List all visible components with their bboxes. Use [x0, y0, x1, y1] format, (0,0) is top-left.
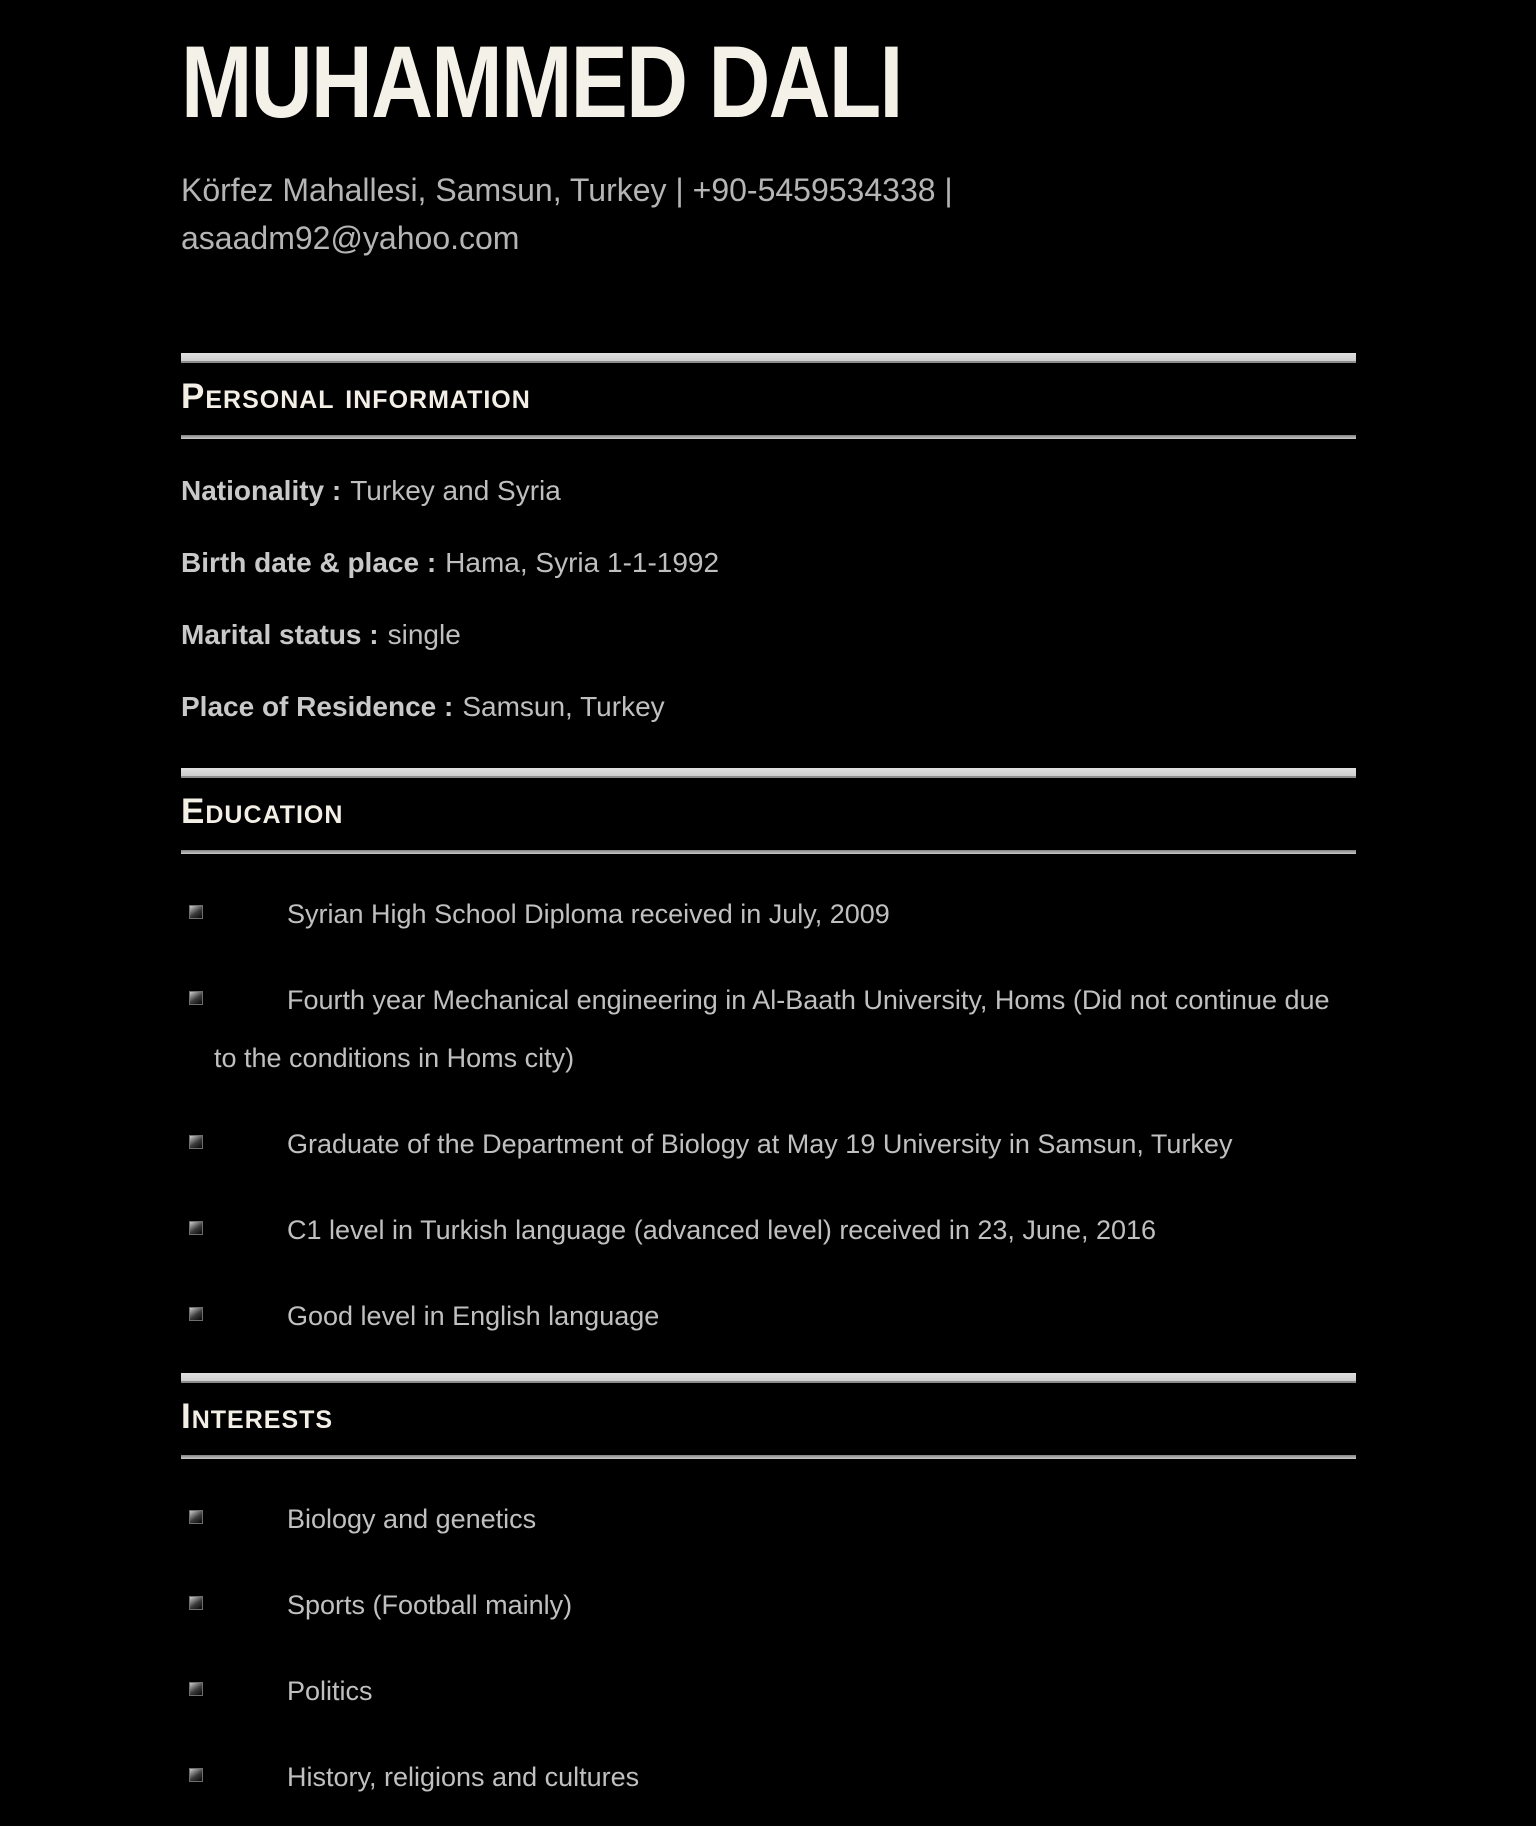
section-divider-thin: [181, 435, 1356, 439]
page-title: MUHAMMED DALI: [181, 25, 902, 139]
section-education: [181, 768, 1356, 1345]
field-label: Birth date & place :: [181, 547, 437, 578]
contact-info: [181, 166, 1356, 262]
field-value: single: [387, 619, 461, 650]
contact-line-email: asaadm92@yahoo.com: [181, 220, 520, 256]
list-item-text: Politics: [287, 1676, 373, 1706]
square-bullet-icon: [189, 1307, 203, 1321]
square-bullet-icon: [189, 1596, 203, 1610]
list-item: [181, 1748, 1356, 1806]
field-row: [181, 613, 1356, 657]
field-row: [181, 685, 1356, 729]
education-list: [181, 885, 1356, 1345]
section-divider-thin: [181, 1455, 1356, 1459]
section-divider-thin: [181, 850, 1356, 854]
square-bullet-icon: [189, 991, 203, 1005]
section-title-interests: Interests: [181, 1397, 334, 1436]
list-item: [181, 1490, 1356, 1548]
field-row: [181, 541, 1356, 585]
square-bullet-icon: [189, 1221, 203, 1235]
field-label: Place of Residence :: [181, 691, 454, 722]
square-bullet-icon: [189, 1510, 203, 1524]
list-item-text: Syrian High School Diploma received in July, 2009: [287, 899, 890, 929]
list-item-text: Biology and genetics: [287, 1504, 537, 1534]
list-item-text: C1 level in Turkish language (advanced level) received in 23, June, 2016: [287, 1215, 1157, 1245]
field-value: Samsun, Turkey: [462, 691, 665, 722]
square-bullet-icon: [189, 905, 203, 919]
section-divider-thick: [181, 1373, 1356, 1383]
list-item: [181, 971, 1356, 1087]
list-item-text: History, religions and cultures: [287, 1762, 640, 1792]
personal-fields: [181, 469, 1356, 729]
square-bullet-icon: [189, 1768, 203, 1782]
field-row: [181, 469, 1356, 513]
field-value: Hama, Syria 1-1-1992: [445, 547, 720, 578]
interests-list: [181, 1490, 1356, 1806]
list-item: [181, 1662, 1356, 1720]
section-interests: [181, 1373, 1356, 1806]
section-title-education: Education: [181, 792, 344, 831]
list-item-text: Sports (Football mainly): [287, 1590, 573, 1620]
list-item-text: Good level in English language: [287, 1301, 660, 1331]
list-item: [181, 885, 1356, 943]
section-divider-thick: [181, 353, 1356, 363]
list-item: [181, 1576, 1356, 1634]
section-title-personal-information: Personal information: [181, 377, 531, 416]
square-bullet-icon: [189, 1135, 203, 1149]
section-divider-thick: [181, 768, 1356, 778]
list-item-text: Fourth year Mechanical engineering in Al-Baath University, Homs (Did not continue due to the conditions in Homs city): [214, 985, 1330, 1073]
list-item: [181, 1115, 1356, 1173]
section-personal-information: [181, 353, 1356, 729]
contact-line-address-phone: Körfez Mahallesi, Samsun, Turkey | +90-5459534338 |: [181, 172, 953, 208]
field-label: Nationality :: [181, 475, 342, 506]
field-label: Marital status :: [181, 619, 379, 650]
list-item: [181, 1201, 1356, 1259]
field-value: Turkey and Syria: [350, 475, 561, 506]
square-bullet-icon: [189, 1682, 203, 1696]
list-item-text: Graduate of the Department of Biology at May 19 University in Samsun, Turkey: [287, 1129, 1233, 1159]
list-item: [181, 1287, 1356, 1345]
